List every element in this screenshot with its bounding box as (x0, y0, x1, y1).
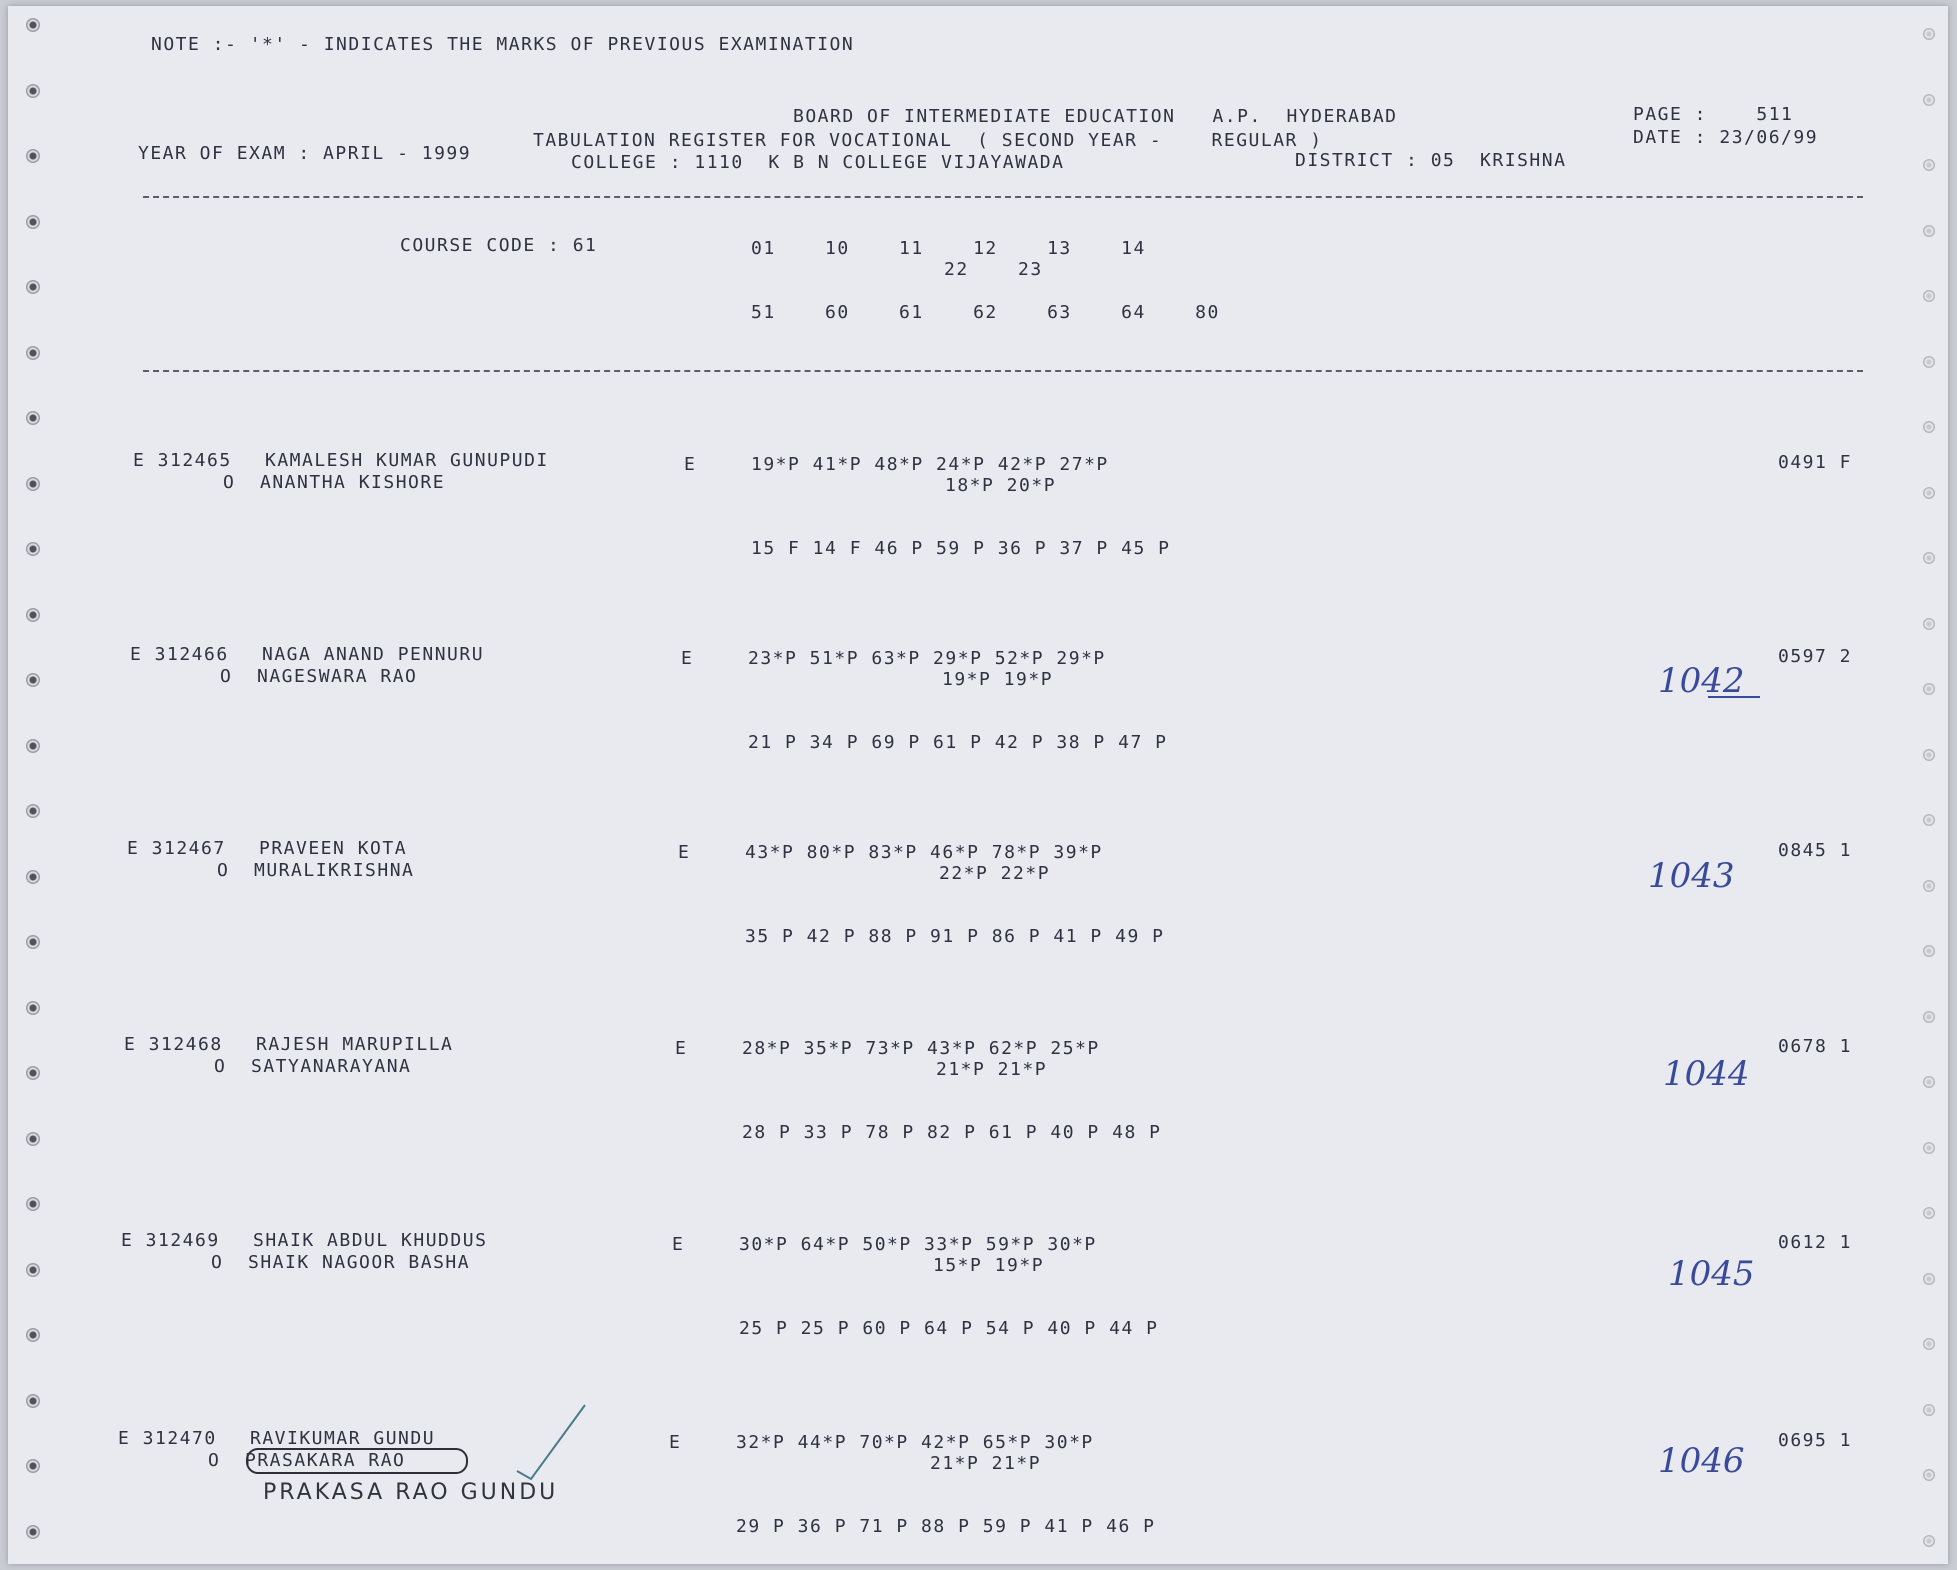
subject-codes-row2: 22 23 (944, 259, 1043, 280)
feed-hole (26, 1066, 40, 1080)
feed-hole (1923, 487, 1935, 499)
student-name: RAJESH MARUPILLA (256, 1034, 454, 1055)
marks-row2: 19*P 19*P (942, 669, 1054, 690)
student-name: SHAIK ABDUL KHUDDUS (253, 1230, 488, 1251)
feed-hole (1923, 1207, 1935, 1219)
marks-row2: 15*P 19*P (933, 1255, 1045, 1276)
feed-hole (1923, 1469, 1935, 1481)
feed-hole (26, 411, 40, 425)
student-name: KAMALESH KUMAR GUNUPUDI (265, 450, 549, 471)
total-and-result: 0612 1 (1778, 1232, 1853, 1253)
feed-hole (1923, 880, 1935, 892)
student-id: E 312467 (127, 838, 226, 859)
feed-hole (26, 673, 40, 687)
student-id: E 312465 (133, 450, 232, 471)
handwritten-name-correction: PRAKASA RAO GUNDU (263, 1480, 559, 1505)
student-id: E 312468 (124, 1034, 223, 1055)
handwritten-serial: 1044 (1663, 1054, 1750, 1094)
father-name: O SATYANARAYANA (214, 1056, 412, 1077)
student-name: NAGA ANAND PENNURU (262, 644, 485, 665)
feed-hole (26, 1459, 40, 1473)
feed-hole (26, 739, 40, 753)
feed-hole (1923, 225, 1935, 237)
feed-hole (26, 1394, 40, 1408)
feed-hole (1923, 1338, 1935, 1350)
father-name: O ANANTHA KISHORE (223, 472, 446, 493)
student-id: E 312469 (121, 1230, 220, 1251)
feed-hole (1923, 356, 1935, 368)
subject-codes-row3: 51 60 61 62 63 64 80 (751, 302, 1220, 323)
marks-row1: 30*P 64*P 50*P 33*P 59*P 30*P (739, 1234, 1097, 1255)
handwritten-serial: 1045 (1668, 1254, 1755, 1294)
student-id: E 312466 (130, 644, 229, 665)
marks-row3: 15 F 14 F 46 P 59 P 36 P 37 P 45 P (751, 538, 1171, 559)
subject-codes-row1: 01 10 11 12 13 14 (751, 238, 1146, 259)
marks-row2: 21*P 21*P (936, 1059, 1048, 1080)
marks-row1: 28*P 35*P 73*P 43*P 62*P 25*P (742, 1038, 1100, 1059)
feed-hole (26, 477, 40, 491)
feed-hole (1923, 290, 1935, 302)
circled-name (246, 1448, 468, 1474)
feed-hole (26, 804, 40, 818)
total-and-result: 0678 1 (1778, 1036, 1853, 1057)
feed-hole (26, 84, 40, 98)
college-line: COLLEGE : 1110 K B N COLLEGE VIJAYAWADA (571, 152, 1065, 173)
feed-hole (1923, 814, 1935, 826)
course-code: COURSE CODE : 61 (400, 235, 598, 256)
feed-hole (1923, 945, 1935, 957)
marks-row2: 22*P 22*P (939, 863, 1051, 884)
page-number: PAGE : 511 (1633, 104, 1794, 125)
feed-hole (26, 1263, 40, 1277)
father-name: O PRASAKARA RAO (208, 1450, 406, 1471)
marks-row2: 18*P 20*P (945, 475, 1057, 496)
board-title: BOARD OF INTERMEDIATE EDUCATION A.P. HYDERABAD (793, 106, 1398, 127)
medium-code: E (672, 1234, 685, 1255)
marks-row1: 43*P 80*P 83*P 46*P 78*P 39*P (745, 842, 1103, 863)
feed-hole (1923, 1535, 1935, 1547)
year-of-exam: YEAR OF EXAM : APRIL - 1999 (138, 143, 472, 164)
total-and-result: 0845 1 (1778, 840, 1853, 861)
feed-hole (26, 215, 40, 229)
feed-hole (26, 1525, 40, 1539)
feed-hole (1923, 421, 1935, 433)
register-sheet (8, 6, 1948, 1564)
register-title: TABULATION REGISTER FOR VOCATIONAL ( SECOND YEAR - REGULAR ) (533, 130, 1323, 151)
father-name: O NAGESWARA RAO (220, 666, 418, 687)
handwritten-serial: 1046 (1658, 1441, 1745, 1481)
feed-hole (26, 346, 40, 360)
total-and-result: 0597 2 (1778, 646, 1853, 667)
father-name: O SHAIK NAGOOR BASHA (211, 1252, 471, 1273)
note-line: NOTE :- '*' - INDICATES THE MARKS OF PREVIOUS EXAMINATION (151, 34, 855, 55)
handwritten-serial: 1043 (1648, 856, 1735, 896)
marks-row3: 21 P 34 P 69 P 61 P 42 P 38 P 47 P (748, 732, 1168, 753)
district-line: DISTRICT : 05 KRISHNA (1295, 150, 1567, 171)
divider-bottom (143, 370, 1863, 372)
medium-code: E (684, 454, 697, 475)
feed-hole (1923, 1142, 1935, 1154)
feed-hole (1923, 94, 1935, 106)
student-name: PRAVEEN KOTA (259, 838, 408, 859)
student-id: E 312470 (118, 1428, 217, 1449)
feed-hole (1923, 1011, 1935, 1023)
total-and-result: 0695 1 (1778, 1430, 1853, 1451)
feed-hole (26, 149, 40, 163)
student-name: RAVIKUMAR GUNDU (250, 1428, 436, 1449)
feed-hole (1923, 749, 1935, 761)
feed-hole (1923, 552, 1935, 564)
feed-hole (1923, 28, 1935, 40)
marks-row2: 21*P 21*P (930, 1453, 1042, 1474)
feed-hole (26, 608, 40, 622)
medium-code: E (669, 1432, 682, 1453)
marks-row1: 32*P 44*P 70*P 42*P 65*P 30*P (736, 1432, 1094, 1453)
marks-row3: 28 P 33 P 78 P 82 P 61 P 40 P 48 P (742, 1122, 1162, 1143)
father-name: O MURALIKRISHNA (217, 860, 415, 881)
feed-hole (26, 1197, 40, 1211)
handwritten-serial: 1042 (1658, 661, 1745, 701)
medium-code: E (681, 648, 694, 669)
feed-hole (26, 935, 40, 949)
feed-hole (1923, 1404, 1935, 1416)
marks-row3: 35 P 42 P 88 P 91 P 86 P 41 P 49 P (745, 926, 1165, 947)
marks-row1: 23*P 51*P 63*P 29*P 52*P 29*P (748, 648, 1106, 669)
marks-row3: 25 P 25 P 60 P 64 P 54 P 40 P 44 P (739, 1318, 1159, 1339)
feed-hole (26, 870, 40, 884)
feed-hole (1923, 1273, 1935, 1285)
feed-hole (26, 18, 40, 32)
feed-hole (26, 542, 40, 556)
feed-hole (1923, 1076, 1935, 1088)
print-date: DATE : 23/06/99 (1633, 127, 1819, 148)
check-mark-icon (513, 1401, 593, 1481)
marks-row3: 29 P 36 P 71 P 88 P 59 P 41 P 46 P (736, 1516, 1156, 1537)
feed-hole (26, 1328, 40, 1342)
feed-hole (1923, 159, 1935, 171)
medium-code: E (675, 1038, 688, 1059)
feed-hole (1923, 683, 1935, 695)
feed-hole (26, 1132, 40, 1146)
feed-hole (26, 280, 40, 294)
handwritten-underline (1708, 696, 1760, 698)
marks-row1: 19*P 41*P 48*P 24*P 42*P 27*P (751, 454, 1109, 475)
feed-hole (26, 1001, 40, 1015)
feed-hole (1923, 618, 1935, 630)
medium-code: E (678, 842, 691, 863)
total-and-result: 0491 F (1778, 452, 1853, 473)
divider-top (143, 196, 1863, 198)
